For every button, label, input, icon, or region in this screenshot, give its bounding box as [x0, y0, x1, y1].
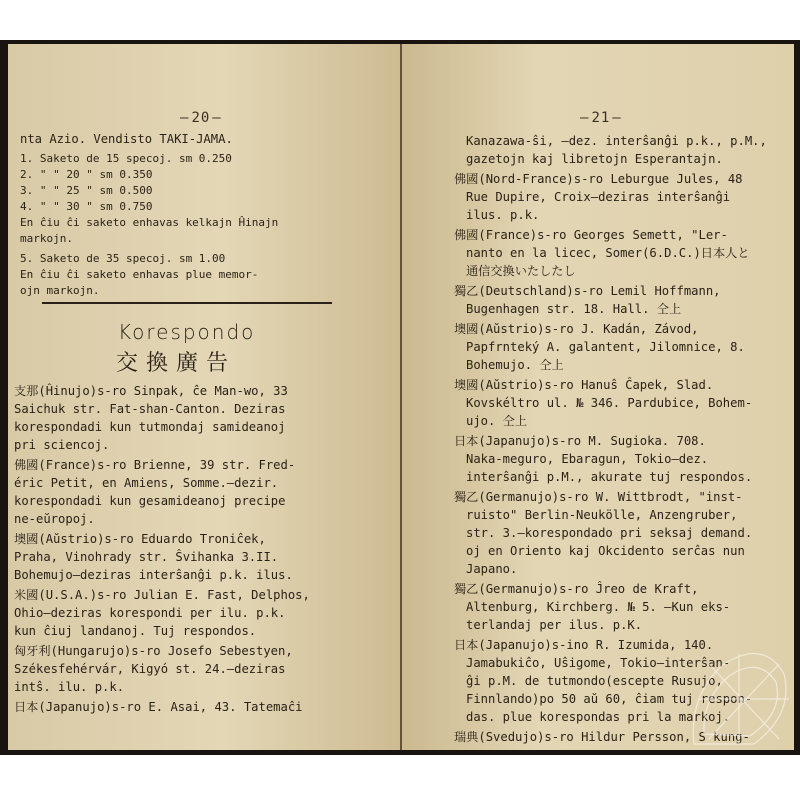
entry-line: Rue Dupire, Croix—deziras interŝanĝi: [466, 190, 731, 204]
section-heading: Korespondo: [118, 320, 256, 344]
entry-line: 日本(Japanujo)s-ro E. Asai, 43. Tatemaĉi: [14, 700, 303, 714]
entry-line: Jamabukiĉo, Uŝigome, Tokio—interŝan-: [466, 656, 731, 670]
entry-line: interŝanĝi p.M., akurate tuj respondos.: [466, 470, 753, 484]
note-line: markojn.: [20, 232, 73, 245]
entry-line: ne-eŭropoj.: [14, 512, 95, 526]
entry-line: Ohio—deziras korespondi per ilu. p.k.: [14, 606, 286, 620]
entry-line: korespondadi kun tutmondaj samideanoj: [14, 420, 286, 434]
entry-line: Naka-meguro, Ebaragun, Tokio—dez.: [466, 452, 709, 466]
entry-line: 獨乙(Germanujo)s-ro Ĵreo de Kraft,: [454, 582, 699, 596]
entry-line: Bohemujo. 仝上: [466, 358, 564, 372]
entry-line: 通信交換いたしたし: [466, 264, 576, 278]
left-page: [8, 44, 400, 750]
entry-line: 佛國(France)s-ro Georges Semett, "Ler-: [454, 228, 728, 242]
entry-line: 佛國(France)s-ro Brienne, 39 str. Fred-: [14, 458, 296, 472]
price-line: 4. " " 30 " sm 0.750: [20, 200, 153, 213]
price-line: 2. " " 20 " sm 0.350: [20, 168, 153, 181]
entry-line: 日本(Japanujo)s-ino R. Izumida, 140.: [454, 638, 714, 652]
note-line: En ĉiu ĉi saketo enhavas kelkajn Ĥinajn: [20, 216, 279, 229]
entry-line: Japano.: [466, 562, 518, 576]
price-line: 5. Saketo de 35 specoj. sm 1.00: [20, 252, 226, 265]
entry-line: ilus. p.k.: [466, 208, 540, 222]
entry-line: ruisto" Berlin-Neukölle, Anzengruber,: [466, 508, 738, 522]
price-line: 3. " " 25 " sm 0.500: [20, 184, 153, 197]
entry-line: Finnlando)po 50 aŭ 60, ĉiam tuj respon-: [466, 692, 753, 706]
entry-line: 米國(U.S.A.)s-ro Julian E. Fast, Delphos,: [14, 588, 310, 602]
entry-line: pri sciencoj.: [14, 438, 110, 452]
entry-line: kun ĉiuj landanoj. Tuj respondos.: [14, 624, 257, 638]
section-heading-kanji: 交換廣告: [116, 351, 237, 376]
note-line: En ĉiu ĉi saketo enhavas plue memor-: [20, 268, 259, 281]
left-page-number: — 20 —: [178, 110, 224, 126]
entry-line: Székesfehérvár, Kigyó st. 24.—deziras: [14, 662, 286, 676]
price-line: 1. Saketo de 15 specoj. sm 0.250: [20, 152, 232, 165]
entry-line: str. 3.—korespondado pri seksaj demand.: [466, 526, 753, 540]
entry-line: intŝ. ilu. p.k.: [14, 680, 125, 694]
entry-line: 墺國(Aŭstrio)s-ro Eduardo Troniĉek,: [14, 532, 266, 546]
entry-line: 日本(Japanujo)s-ro M. Sugioka. 708.: [454, 434, 706, 448]
entry-line: Kanazawa-ŝi, —dez. interŝanĝi p.k., p.M.,: [466, 134, 767, 148]
entry-line: das. plue korespondas pri la markoj.: [466, 710, 731, 724]
entry-line: Kovskéltro ul. № 346. Pardubice, Bohem-: [466, 396, 753, 410]
entry-line: gazetojn kaj libretojn Esperantajn.: [466, 152, 723, 166]
entry-line: nanto en la licec, Somer(6.D.C.)日本人と: [466, 246, 750, 260]
right-page-number: — 21 —: [578, 110, 624, 126]
entry-line: oj en Oriento kaj Okcidento serĉas nun: [466, 544, 745, 558]
entry-line: Altenburg, Kirchberg. № 5. —Kun eks-: [466, 600, 731, 614]
entry-line: Papfrnteký A. galantent, Jilomnice, 8.: [466, 340, 745, 354]
lace-watermark-icon: [684, 634, 794, 754]
entry-line: 支那(Ĥinujo)s-ro Sinpak, ĉe Man-wo, 33: [14, 384, 288, 398]
entry-line: Bugenhagen str. 18. Hall. 仝上: [466, 302, 682, 316]
entry-line: 墺國(Aŭstrio)s-ro Hanuŝ Ĉapek, Slad.: [454, 378, 714, 392]
entry-line: Praha, Vinohrady str. Ŝvihanka 3.II.: [14, 550, 279, 564]
entry-line: Saichuk str. Fat-shan-Canton. Deziras: [14, 402, 286, 416]
entry-line: 瑞典(Svedujo)s-ro Hildur Persson, S kung-: [454, 730, 750, 744]
section-rule: [42, 302, 332, 304]
note-line: ojn markojn.: [20, 284, 100, 297]
entry-line: éric Petit, en Amiens, Somme.—dezir.: [14, 476, 279, 490]
entry-line: 墺國(Aŭstrio)s-ro J. Kadán, Závod,: [454, 322, 699, 336]
entry-line: 匈牙利(Hungarujo)s-ro Josefo Sebestyen,: [14, 644, 293, 658]
entry-line: Bohemujo—deziras interŝanĝi p.k. ilus.: [14, 568, 293, 582]
entry-line: ĝi p.M. de tutmondo(escepte Rusujo,: [466, 674, 723, 688]
entry-line: 獨乙(Germanujo)s-ro W. Wittbrodt, "inst-: [454, 490, 743, 504]
entry-line: ujo. 仝上: [466, 414, 528, 428]
entry-line: 獨乙(Deutschland)s-ro Lemil Hoffmann,: [454, 284, 721, 298]
entry-line: korespondadi kun gesamideanoj precipe: [14, 494, 286, 508]
intro-line: nta Azio. Vendisto TAKI-JAMA.: [20, 132, 233, 146]
entry-line: terlandaj per ilus. p.K.: [466, 618, 643, 632]
entry-line: 佛國(Nord-France)s-ro Leburgue Jules, 48: [454, 172, 743, 186]
